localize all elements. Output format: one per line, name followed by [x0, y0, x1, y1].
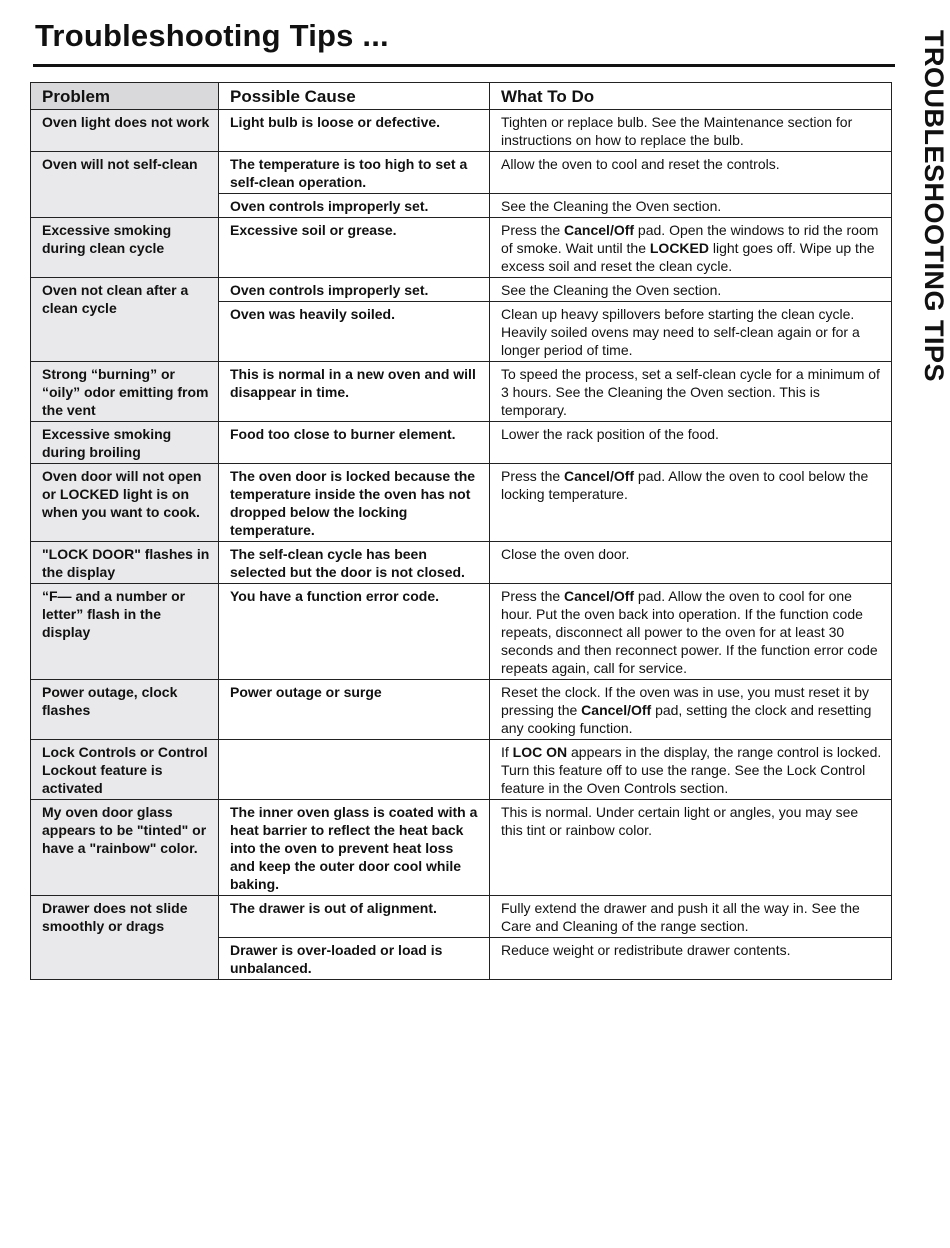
- title-divider: [33, 64, 895, 67]
- problem-cell: Excessive smoking during clean cycle: [31, 218, 219, 278]
- possible-cause-cell: The drawer is out of alignment.: [219, 896, 490, 938]
- what-to-do-cell: [490, 800, 892, 896]
- possible-cause-cell: The oven door is locked because the temperature inside the oven has not dropped below the locking temperature.: [219, 464, 490, 542]
- table-row: [31, 218, 892, 278]
- problem-cell: Oven not clean after a clean cycle: [31, 278, 219, 362]
- possible-cause-cell: Excessive soil or grease.: [219, 218, 490, 278]
- what-to-do-text: Fully extend the drawer and push it all the way in. See the Care and Cleaning of the range section.: [501, 900, 860, 934]
- table-header-row: [31, 83, 892, 110]
- possible-cause-cell: This is normal in a new oven and will disappear in time.: [219, 362, 490, 422]
- what-to-do-text: Close the oven door.: [501, 546, 630, 562]
- what-to-do-text: See the Cleaning the Oven section.: [501, 198, 722, 214]
- problem-cell: Oven light does not work: [31, 110, 219, 152]
- column-header-what-to-do: What To Do: [490, 83, 892, 110]
- what-to-do-text: Clean up heavy spillovers before starting the clean cycle. Heavily soiled ovens may need to self-clean again or for a longer period of time.: [501, 306, 860, 358]
- table-row: [31, 800, 892, 896]
- section-side-tab: TROUBLESHOOTING TIPS: [919, 30, 949, 383]
- what-to-do-text: Reduce weight or redistribute drawer contents.: [501, 942, 791, 958]
- what-to-do-cell: [490, 278, 892, 302]
- what-to-do-cell: [490, 110, 892, 152]
- what-to-do-emphasis: Cancel/Off: [564, 222, 635, 238]
- what-to-do-cell: [490, 152, 892, 194]
- what-to-do-text: pad. Open the windows to rid the room of smoke. Wait until the: [501, 222, 879, 256]
- what-to-do-text: pad, setting the clock and resetting any cooking function.: [501, 702, 872, 736]
- problem-cell: Oven door will not open or LOCKED light is on when you want to cook.: [31, 464, 219, 542]
- table-row: [31, 110, 892, 152]
- possible-cause-cell: You have a function error code.: [219, 584, 490, 680]
- what-to-do-emphasis: LOCKED: [649, 240, 709, 256]
- what-to-do-cell: [490, 362, 892, 422]
- what-to-do-cell: [490, 194, 892, 218]
- table-row: [31, 152, 892, 194]
- what-to-do-emphasis: Cancel/Off: [564, 588, 635, 604]
- problem-cell: Drawer does not slide smoothly or drags: [31, 896, 219, 980]
- what-to-do-text: To speed the process, set a self-clean cycle for a minimum of 3 hours. See the Cleaning the Oven section. This is temporary.: [501, 366, 880, 418]
- what-to-do-text: appears in the display, the range control is locked. Turn this feature off to use the range. See the Lock Control feature in the Oven Controls section.: [501, 744, 882, 796]
- what-to-do-emphasis: Cancel/Off: [564, 468, 635, 484]
- what-to-do-text: Press the: [501, 588, 565, 604]
- what-to-do-cell: [490, 938, 892, 980]
- what-to-do-text: If: [501, 744, 513, 760]
- table-row: [31, 278, 892, 302]
- what-to-do-text: pad. Allow the oven to cool for one hour. Put the oven back into operation. If the function code repeats, disconnect all power to the oven for at least 30 seconds and then reconnect power. If the function error code repeats again, call for service.: [501, 588, 878, 676]
- table-body: [31, 110, 892, 980]
- problem-cell: "LOCK DOOR" flashes in the display: [31, 542, 219, 584]
- possible-cause-cell: The temperature is too high to set a self-clean operation.: [219, 152, 490, 194]
- possible-cause-cell: Drawer is over-loaded or load is unbalanced.: [219, 938, 490, 980]
- table-row: [31, 680, 892, 740]
- what-to-do-text: pad. Allow the oven to cool below the locking temperature.: [501, 468, 869, 502]
- problem-cell: “F— and a number or letter” flash in the display: [31, 584, 219, 680]
- column-header-problem: Problem: [31, 83, 219, 110]
- table-row: [31, 896, 892, 938]
- what-to-do-cell: [490, 542, 892, 584]
- what-to-do-emphasis: LOC ON: [512, 744, 568, 760]
- what-to-do-emphasis: Cancel/Off: [581, 702, 652, 718]
- what-to-do-text: Reset the clock. If the oven was in use, you must reset it by pressing the: [501, 684, 870, 718]
- what-to-do-text: light goes off. Wipe up the excess soil and reset the clean cycle.: [501, 240, 875, 274]
- problem-cell: Strong “burning” or “oily” odor emitting from the vent: [31, 362, 219, 422]
- problem-cell: My oven door glass appears to be "tinted" or have a "rainbow" color.: [31, 800, 219, 896]
- what-to-do-text: Lower the rack position of the food.: [501, 426, 719, 442]
- what-to-do-cell: [490, 422, 892, 464]
- what-to-do-cell: [490, 464, 892, 542]
- what-to-do-cell: [490, 680, 892, 740]
- page-title: Troubleshooting Tips ...: [35, 18, 389, 53]
- what-to-do-cell: [490, 218, 892, 278]
- possible-cause-cell: Oven controls improperly set.: [219, 194, 490, 218]
- what-to-do-text: Allow the oven to cool and reset the controls.: [501, 156, 780, 172]
- troubleshooting-table: [30, 82, 892, 980]
- table-row: [31, 740, 892, 800]
- possible-cause-cell: Food too close to burner element.: [219, 422, 490, 464]
- what-to-do-cell: [490, 302, 892, 362]
- table-row: [31, 422, 892, 464]
- what-to-do-text: Press the: [501, 468, 565, 484]
- table-row: [31, 464, 892, 542]
- table-row: [31, 362, 892, 422]
- possible-cause-cell: Light bulb is loose or defective.: [219, 110, 490, 152]
- problem-cell: Lock Controls or Control Lockout feature is activated: [31, 740, 219, 800]
- possible-cause-cell: Power outage or surge: [219, 680, 490, 740]
- what-to-do-text: See the Cleaning the Oven section.: [501, 282, 722, 298]
- possible-cause-cell: The inner oven glass is coated with a heat barrier to reflect the heat back into the oven to prevent heat loss and keep the outer door cool while baking.: [219, 800, 490, 896]
- table-row: [31, 584, 892, 680]
- what-to-do-text: Tighten or replace bulb. See the Maintenance section for instructions on how to replace the bulb.: [501, 114, 853, 148]
- table-row: [31, 542, 892, 584]
- possible-cause-cell: [219, 740, 490, 800]
- what-to-do-cell: [490, 896, 892, 938]
- what-to-do-cell: [490, 740, 892, 800]
- possible-cause-cell: Oven was heavily soiled.: [219, 302, 490, 362]
- possible-cause-cell: Oven controls improperly set.: [219, 278, 490, 302]
- what-to-do-cell: [490, 584, 892, 680]
- problem-cell: Oven will not self-clean: [31, 152, 219, 218]
- possible-cause-cell: The self-clean cycle has been selected but the door is not closed.: [219, 542, 490, 584]
- what-to-do-text: This is normal. Under certain light or angles, you may see this tint or rainbow color.: [501, 804, 859, 838]
- problem-cell: Power outage, clock flashes: [31, 680, 219, 740]
- what-to-do-text: Press the: [501, 222, 565, 238]
- column-header-possible-cause: Possible Cause: [219, 83, 490, 110]
- problem-cell: Excessive smoking during broiling: [31, 422, 219, 464]
